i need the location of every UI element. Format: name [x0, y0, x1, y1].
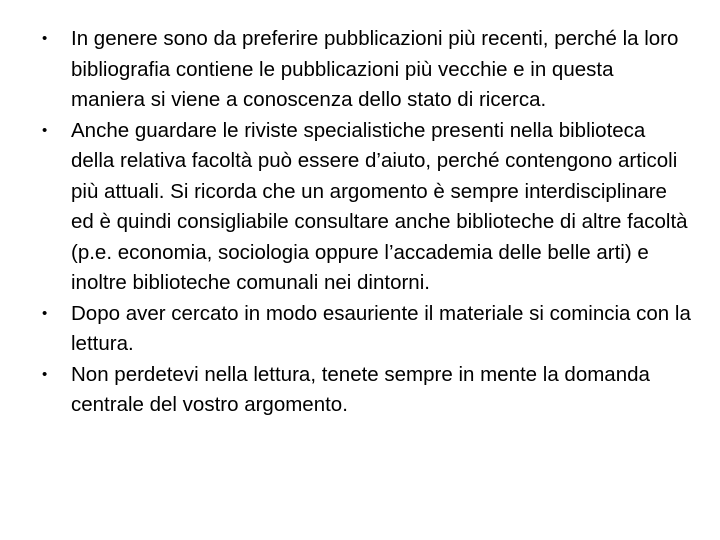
bullet-item	[42, 299, 692, 360]
bullet-marker: •	[42, 304, 48, 322]
bullet-text: Dopo aver cercato in modo esauriente il materiale si comincia con la lettura.	[71, 301, 691, 355]
bullet-marker: •	[42, 30, 48, 47]
bullet-item	[42, 360, 692, 421]
bullet-marker: •	[42, 121, 48, 139]
bullet-text: In genere sono da preferire pubblicazioni più recenti, perché la loro bibliografia contiene le pubblicazioni più vecchie e in questa maniera si viene a conoscenza dello stato di ricerca.	[71, 27, 679, 111]
bullet-text: Non perdetevi nella lettura, tenete sempre in mente la domanda centrale del vostro argomento.	[71, 362, 650, 416]
bullet-item	[42, 116, 692, 299]
bullet-marker: •	[42, 365, 48, 383]
bullet-item	[42, 24, 692, 116]
bullet-list	[42, 24, 692, 421]
bullet-text: Anche guardare le riviste specialistiche presenti nella biblioteca della relativa facoltà può essere d’aiuto, perché contengono articoli più attuali. Si ricorda che un argomento è sempre interdisciplinare ed è quindi consigliabile consultare anche biblioteche di altre facoltà (p.e. economia, sociologia oppure l’accademia delle belle arti) e inoltre biblioteche comunali nei dintorni.	[71, 118, 688, 294]
